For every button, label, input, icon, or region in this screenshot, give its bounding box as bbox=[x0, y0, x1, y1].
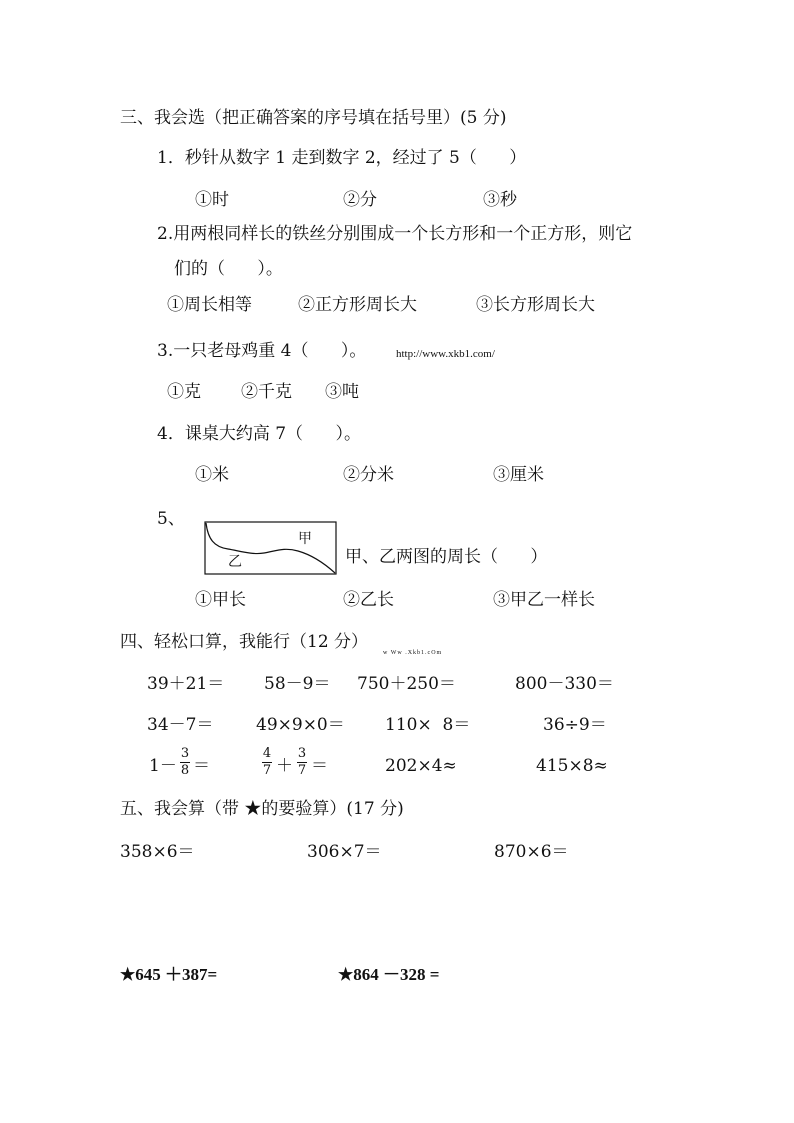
q2-option-3: ③长方形周长大 bbox=[476, 295, 595, 315]
oral-calc-3-1-prefix: 1－ bbox=[149, 756, 177, 776]
q1-option-2: ②分 bbox=[343, 190, 377, 210]
question-4-text: 4．课桌大约高 7（ ）。 bbox=[157, 424, 361, 444]
fraction-3-8 bbox=[180, 747, 190, 778]
fraction-3-7 bbox=[297, 747, 307, 778]
oral-calc-2-1: 34－7＝ bbox=[147, 715, 214, 735]
verify-calc-2: ★864 －328 = bbox=[338, 965, 440, 984]
watermark-text: w Ww .Xkb1.cOm bbox=[383, 650, 443, 656]
figure-label-yi: 乙 bbox=[228, 554, 242, 570]
q1-option-3: ③秒 bbox=[483, 190, 517, 210]
watermark-url: http://www.xkb1.com/ bbox=[396, 348, 495, 360]
question-1-text: 1．秒针从数字 1 走到数字 2，经过了 5（ ） bbox=[157, 148, 527, 168]
question-2-text-line2: 们的（ ）。 bbox=[174, 259, 283, 279]
q3-option-1: ①克 bbox=[167, 382, 201, 402]
oral-calc-3-2-suffix: ＝ bbox=[311, 756, 328, 776]
q5-option-1: ①甲长 bbox=[195, 590, 246, 610]
q4-option-2: ②分米 bbox=[343, 465, 394, 485]
q3-option-2: ②千克 bbox=[241, 382, 292, 402]
oral-calc-3-3: 202×4≈ bbox=[385, 756, 457, 776]
section-4-title: 四、轻松口算，我能行（12 分） bbox=[120, 632, 369, 652]
q4-option-3: ③厘米 bbox=[493, 465, 544, 485]
fraction-denominator: 7 bbox=[297, 763, 307, 778]
section-3-title: 三、我会选（把正确答案的序号填在括号里）(5 分) bbox=[120, 108, 507, 128]
oral-calc-3-4: 415×8≈ bbox=[536, 756, 608, 776]
oral-calc-1-4: 800－330＝ bbox=[515, 674, 614, 694]
q3-option-3: ③吨 bbox=[325, 382, 359, 402]
q2-option-1: ①周长相等 bbox=[167, 295, 252, 315]
oral-calc-2-2: 49×9×0＝ bbox=[256, 715, 345, 735]
fraction-4-7 bbox=[262, 747, 272, 778]
verify-calc-1: ★645 ＋387= bbox=[120, 965, 218, 984]
q4-option-1: ①米 bbox=[195, 465, 229, 485]
question-2-text-line1: 2.用两根同样长的铁丝分别围成一个长方形和一个正方形，则它 bbox=[157, 224, 633, 244]
section-5-title: 五、我会算（带 ★的要验算）(17 分) bbox=[120, 799, 404, 819]
q2-option-2: ②正方形周长大 bbox=[298, 295, 417, 315]
fraction-numerator: 3 bbox=[180, 746, 190, 761]
oral-calc-2-4: 36÷9＝ bbox=[543, 715, 607, 735]
oral-calc-3-1-suffix: ＝ bbox=[193, 756, 210, 776]
fraction-denominator: 8 bbox=[180, 763, 190, 778]
fraction-denominator: 7 bbox=[262, 763, 272, 778]
q5-option-2: ②乙长 bbox=[343, 590, 394, 610]
written-calc-3: 870×6＝ bbox=[494, 842, 569, 862]
figure-curve bbox=[206, 523, 335, 573]
oral-calc-1-2: 58－9＝ bbox=[264, 674, 331, 694]
oral-calc-1-3: 750＋250＝ bbox=[357, 674, 456, 694]
question-3-text: 3.一只老母鸡重 4（ ）。 bbox=[157, 341, 367, 361]
figure-label-jia: 甲 bbox=[298, 531, 312, 547]
fraction-numerator: 4 bbox=[262, 746, 272, 761]
q1-option-1: ①时 bbox=[195, 190, 229, 210]
oral-calc-3-2-operator: ＋ bbox=[276, 756, 293, 776]
q5-option-3: ③甲乙一样长 bbox=[493, 590, 595, 610]
written-calc-2: 306×7＝ bbox=[307, 842, 382, 862]
oral-calc-2-3: 110× 8＝ bbox=[385, 715, 471, 735]
oral-calc-1-1: 39＋21＝ bbox=[147, 674, 225, 694]
perimeter-figure bbox=[204, 521, 338, 577]
question-5-text: 甲、乙两图的周长（ ） bbox=[345, 547, 548, 567]
question-5-number: 5、 bbox=[157, 509, 185, 529]
fraction-numerator: 3 bbox=[297, 746, 307, 761]
written-calc-1: 358×6＝ bbox=[120, 842, 195, 862]
